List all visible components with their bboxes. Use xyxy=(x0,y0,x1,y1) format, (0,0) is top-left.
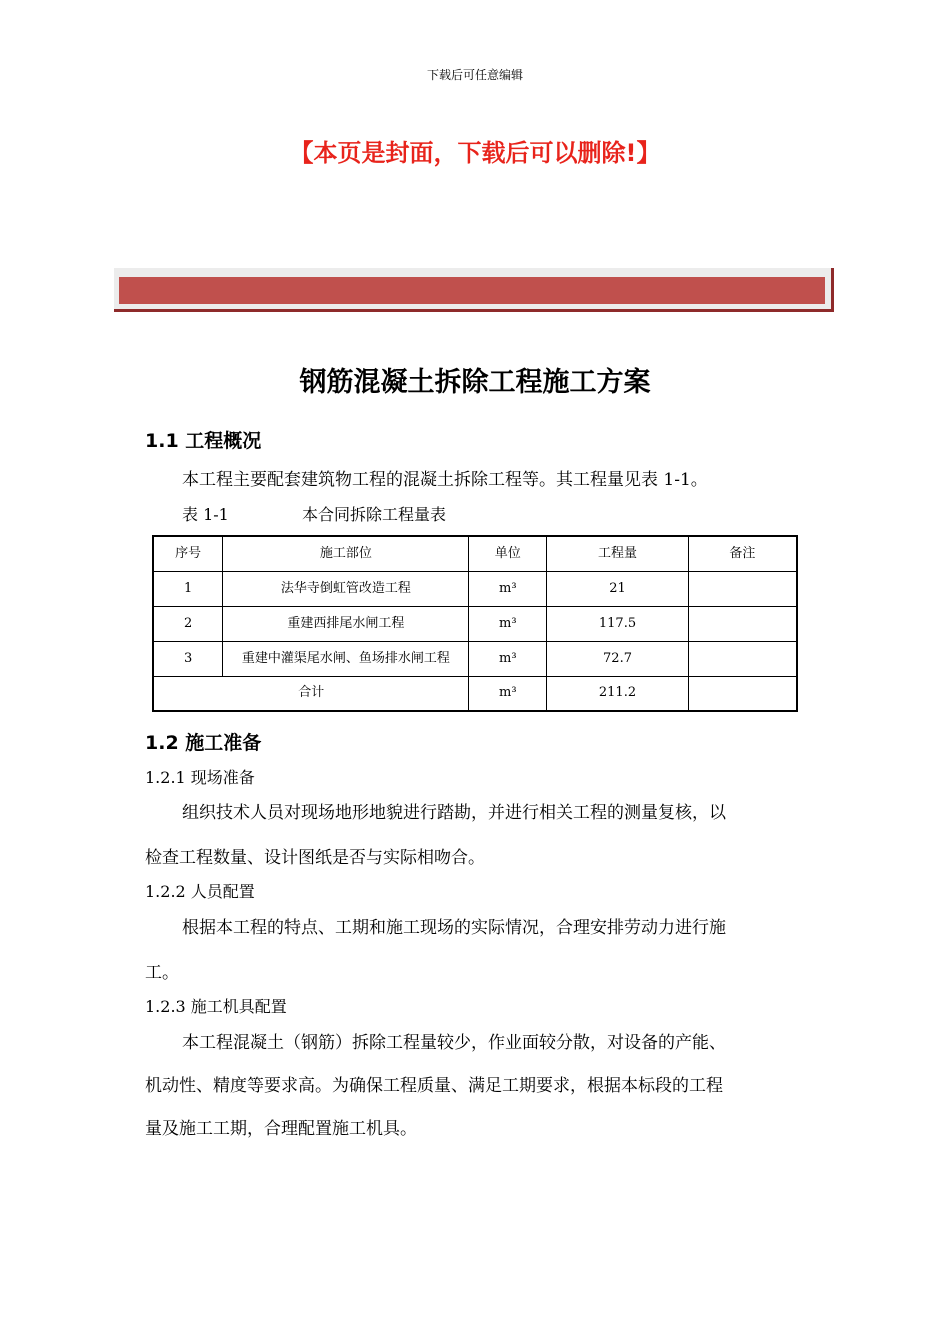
cell-location: 重建西排尾水闸工程 xyxy=(223,606,469,641)
header-cell-quantity: 工程量 xyxy=(547,536,689,571)
section-1-1-paragraph: 本工程主要配套建筑物工程的混凝土拆除工程等。其工程量见表 1-1。 xyxy=(182,470,708,490)
table-label: 表 1-1 xyxy=(182,505,229,524)
decorative-banner xyxy=(114,268,834,312)
cell-unit: m³ xyxy=(469,606,547,641)
table-row xyxy=(153,571,797,606)
header-cell-location: 施工部位 xyxy=(223,536,469,571)
paragraph-line: 机动性、精度等要求高。为确保工程质量、满足工期要求，根据本标段的工程 xyxy=(145,1076,723,1096)
document-title: 钢筋混凝土拆除工程施工方案 xyxy=(299,367,651,398)
cell-no: 2 xyxy=(153,606,223,641)
paragraph-line: 量及施工工期，合理配置施工机具。 xyxy=(145,1119,417,1139)
paragraph-line: 检查工程数量、设计图纸是否与实际相吻合。 xyxy=(145,848,485,868)
section-heading-1-2: 1.2 施工准备 xyxy=(145,732,262,754)
quantity-table xyxy=(152,535,798,712)
header-cell-unit: 单位 xyxy=(469,536,547,571)
cell-unit: m³ xyxy=(469,641,547,676)
header-cell-no: 序号 xyxy=(153,536,223,571)
cell-total-remark xyxy=(688,676,797,711)
header-cell-remark: 备注 xyxy=(688,536,797,571)
header-note: 下载后可任意编辑 xyxy=(426,68,523,82)
paragraph-line: 工。 xyxy=(145,963,179,983)
cell-remark xyxy=(688,571,797,606)
paragraph-line: 本工程混凝土（钢筋）拆除工程量较少，作业面较分散，对设备的产能、 xyxy=(182,1033,726,1053)
table-header-row xyxy=(153,536,797,571)
cell-total-unit: m³ xyxy=(469,676,547,711)
banner-fill xyxy=(119,277,825,304)
cell-total-label: 合计 xyxy=(153,676,469,711)
table-title: 本合同拆除工程量表 xyxy=(302,505,447,524)
table-total-row xyxy=(153,676,797,711)
table-row xyxy=(153,606,797,641)
cell-location: 法华寺倒虹管改造工程 xyxy=(223,571,469,606)
cell-remark xyxy=(688,641,797,676)
cell-no: 1 xyxy=(153,571,223,606)
cell-location: 重建中灌渠尾水闸、鱼场排水闸工程 xyxy=(223,641,469,676)
cell-quantity: 21 xyxy=(547,571,689,606)
cell-total-quantity: 211.2 xyxy=(547,676,689,711)
cell-quantity: 117.5 xyxy=(547,606,689,641)
subheading-1-2-2: 1.2.2 人员配置 xyxy=(145,882,255,901)
cell-quantity: 72.7 xyxy=(547,641,689,676)
paragraph-line: 根据本工程的特点、工期和施工现场的实际情况，合理安排劳动力进行施 xyxy=(182,918,726,938)
cell-no: 3 xyxy=(153,641,223,676)
cover-notice: 【本页是封面，下载后可以删除!】 xyxy=(289,139,661,167)
subheading-1-2-3: 1.2.3 施工机具配置 xyxy=(145,997,287,1016)
table-row xyxy=(153,641,797,676)
subheading-1-2-1: 1.2.1 现场准备 xyxy=(145,768,255,787)
cell-remark xyxy=(688,606,797,641)
section-heading-1-1: 1.1 工程概况 xyxy=(145,430,262,452)
cell-unit: m³ xyxy=(469,571,547,606)
paragraph-line: 组织技术人员对现场地形地貌进行踏勘，并进行相关工程的测量复核，以 xyxy=(182,803,726,823)
